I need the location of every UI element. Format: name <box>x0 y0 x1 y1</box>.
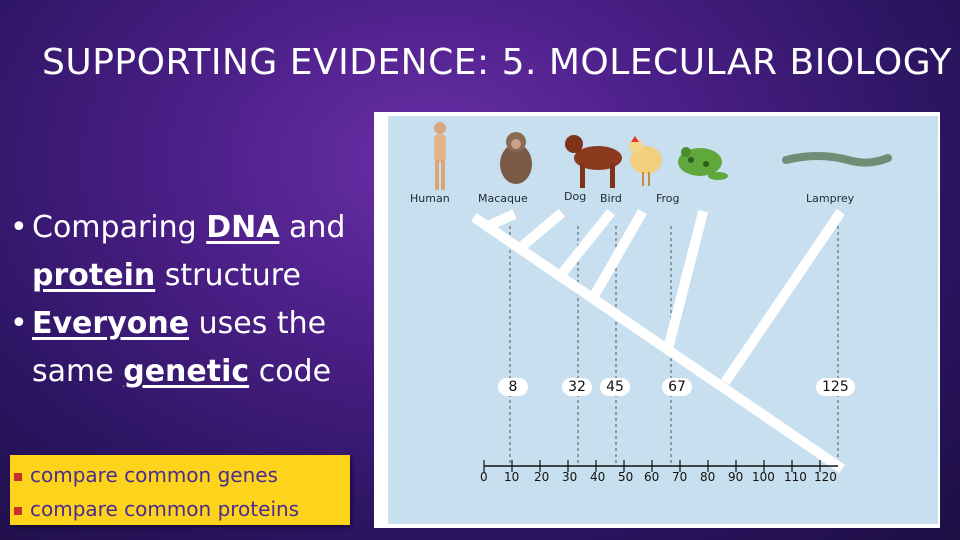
axis-tick-label: 90 <box>728 470 744 484</box>
distance-label-lamprey: 125 <box>816 378 855 396</box>
term-genetic: genetic <box>123 354 250 389</box>
species-label-frog: Frog <box>656 192 680 205</box>
axis-tick-label: 100 <box>752 470 775 484</box>
axis-tick-label: 10 <box>504 470 520 484</box>
axis-tick-label: 120 <box>814 470 837 484</box>
axis-tick-label: 20 <box>534 470 550 484</box>
square-bullet-icon <box>14 507 22 515</box>
bullet-dot-icon: • <box>10 306 28 341</box>
axis-tick-label: 40 <box>590 470 606 484</box>
subpoint-genes: compare common genes <box>14 463 278 487</box>
term-dna: DNA <box>206 210 280 245</box>
macaque-icon <box>500 132 532 184</box>
axis-tick-label: 70 <box>672 470 688 484</box>
frog-icon <box>678 147 728 180</box>
distance-label-macaque: 8 <box>498 378 528 396</box>
axis-tick-label: 0 <box>480 470 488 484</box>
term-everyone: Everyone <box>32 306 190 341</box>
axis-tick-label: 50 <box>618 470 634 484</box>
tree-graphic <box>388 116 938 524</box>
species-label-human: Human <box>410 192 450 205</box>
tree-branches <box>478 216 838 466</box>
bullet-genetic-code <box>10 300 370 396</box>
axis-tick-label: 30 <box>562 470 578 484</box>
square-bullet-icon <box>14 473 22 481</box>
axis-tick-label: 80 <box>700 470 716 484</box>
species-label-bird: Bird <box>600 192 622 205</box>
slide-title: SUPPORTING EVIDENCE: 5. MOLECULAR BIOLOGY <box>42 42 952 83</box>
bullet-2-line-1: Everyone uses the <box>32 306 327 341</box>
species-label-dog: Dog <box>564 190 587 203</box>
lamprey-icon <box>786 156 888 163</box>
subpoints-box <box>10 455 350 525</box>
distance-label-bird: 45 <box>600 378 630 396</box>
term-protein: protein <box>32 258 156 293</box>
phylogenetic-tree-diagram <box>388 116 938 524</box>
species-label-lamprey: Lamprey <box>806 192 855 205</box>
bullet-1-line-2: protein structure <box>32 258 301 293</box>
axis-tick-label: 110 <box>784 470 807 484</box>
human-icon <box>434 122 446 190</box>
bullet-list <box>10 204 370 396</box>
bullet-1-line-1: Comparing DNA and <box>32 210 346 245</box>
distance-label-frog: 67 <box>662 378 692 396</box>
species-label-macaque: Macaque <box>478 192 528 205</box>
bullet-2-line-2: same genetic code <box>32 354 332 389</box>
subpoint-proteins: compare common proteins <box>14 497 299 521</box>
axis-tick-label: 60 <box>644 470 660 484</box>
bird-icon <box>629 136 662 186</box>
bullet-dna-protein <box>10 204 370 300</box>
distance-label-dog: 32 <box>562 378 592 396</box>
bullet-dot-icon: • <box>10 210 28 245</box>
dog-icon <box>565 135 622 188</box>
